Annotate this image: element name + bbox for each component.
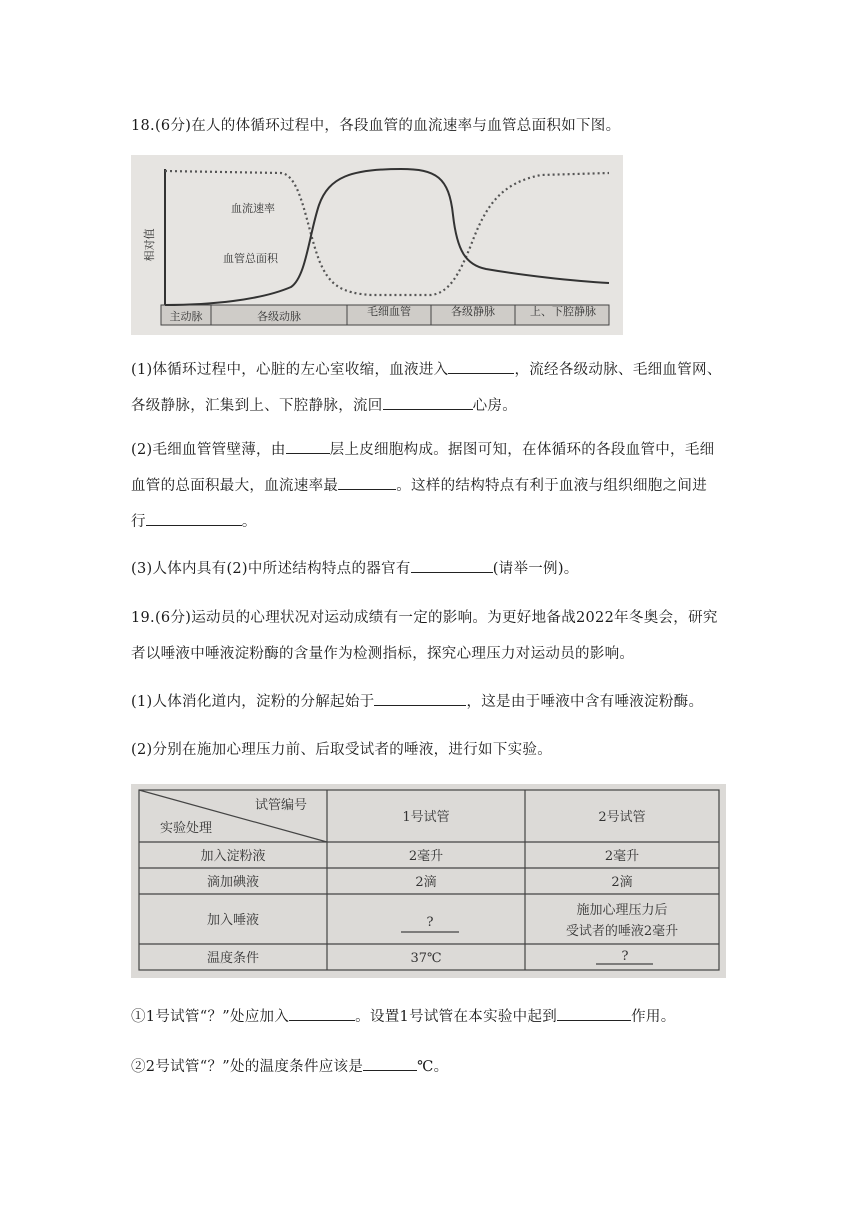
answer-blank[interactable] bbox=[363, 1056, 417, 1071]
q19-part1: (1)人体消化道内，淀粉的分解起始于 ，这是由于唾液中含有唾液淀粉酶。 bbox=[131, 690, 703, 711]
q19-experiment-table bbox=[131, 784, 726, 978]
row-label: 温度条件 bbox=[206, 951, 260, 966]
q19-title-line2: 者以唾液中唾液淀粉酶的含量作为检测指标，探究心理压力对运动员的影响。 bbox=[131, 646, 635, 662]
answer-blank[interactable] bbox=[374, 691, 466, 706]
row-label: 加入淀粉液 bbox=[200, 849, 266, 864]
table-cell: 2滴 bbox=[415, 875, 437, 890]
col-header: 1号试管 bbox=[402, 810, 450, 825]
q18-part3: (3)人体内具有(2)中所述结构特点的器官有 (请举一例)。 bbox=[131, 557, 579, 578]
speed-label: 血流速率 bbox=[231, 202, 275, 215]
table-cell: 2滴 bbox=[611, 875, 633, 890]
col-header: 2号试管 bbox=[598, 810, 646, 825]
q18-part1-line1: (1)体循环过程中，心脏的左心室收缩，血液进入 ，流经各级动脉、毛细血管网、 bbox=[131, 358, 722, 379]
q19-sub2: ②2号试管“？”处的温度条件应该是 ℃。 bbox=[131, 1055, 448, 1076]
q18-part2-line3: 行 。 bbox=[131, 510, 257, 531]
table-cell: 2毫升 bbox=[408, 849, 444, 864]
segment-label: 上、下腔静脉 bbox=[530, 305, 596, 318]
area-curve bbox=[165, 169, 609, 305]
q18-chart bbox=[131, 155, 623, 335]
answer-blank[interactable] bbox=[286, 439, 330, 454]
table-cell: 施加心理压力后 bbox=[576, 903, 668, 918]
answer-blank[interactable] bbox=[338, 475, 396, 490]
table-cell: 37℃ bbox=[410, 951, 442, 966]
row-label: 滴加碘液 bbox=[206, 875, 260, 890]
q18-part2-line2: 血管的总面积最大，血流速率最 。这样的结构特点有利于血液与组织细胞之间进 bbox=[131, 474, 707, 495]
table-cell: 2毫升 bbox=[604, 849, 640, 864]
q19-sub1: ①1号试管“？”处应加入 。设置1号试管在本实验中起到 作用。 bbox=[131, 1005, 676, 1026]
table-cell: ? bbox=[621, 949, 629, 964]
q18-title: 18.(6分)在人的体循环过程中，各段血管的血流速率与血管总面积如下图。 bbox=[131, 118, 621, 134]
q19-title-line1: 19.(6分)运动员的心理状况对运动成绩有一定的影响。为更好地备战2022年冬奥会，研究 bbox=[131, 610, 718, 626]
q18-part1-line2: 各级静脉，汇集到上、下腔静脉，流回 心房。 bbox=[131, 394, 517, 415]
y-axis-label: 相对值 bbox=[143, 228, 156, 262]
answer-blank[interactable] bbox=[289, 1006, 355, 1021]
segment-label: 各级动脉 bbox=[257, 310, 301, 323]
answer-blank[interactable] bbox=[411, 558, 493, 573]
q18-chart-photo bbox=[131, 155, 623, 335]
q19-table-photo bbox=[131, 784, 726, 978]
answer-blank[interactable] bbox=[557, 1006, 631, 1021]
area-label: 血管总面积 bbox=[223, 252, 278, 265]
table-cell: 受试者的唾液2毫升 bbox=[565, 924, 679, 939]
q19-part2: (2)分别在施加心理压力前、后取受试者的唾液，进行如下实验。 bbox=[131, 742, 553, 758]
header-bottom: 实验处理 bbox=[159, 821, 213, 836]
segment-label: 毛细血管 bbox=[367, 305, 411, 318]
table-cell: ? bbox=[426, 915, 434, 930]
segment-label: 主动脉 bbox=[169, 310, 203, 323]
answer-blank[interactable] bbox=[146, 511, 242, 526]
header-top: 试管编号 bbox=[254, 798, 308, 813]
segment-label: 各级静脉 bbox=[451, 305, 495, 318]
answer-blank[interactable] bbox=[383, 395, 473, 410]
q18-part2-line1: (2)毛细血管管壁薄，由 层上皮细胞构成。据图可知，在体循环的各段血管中，毛细 bbox=[131, 438, 714, 459]
answer-blank[interactable] bbox=[448, 359, 514, 374]
row-label: 加入唾液 bbox=[206, 913, 260, 928]
